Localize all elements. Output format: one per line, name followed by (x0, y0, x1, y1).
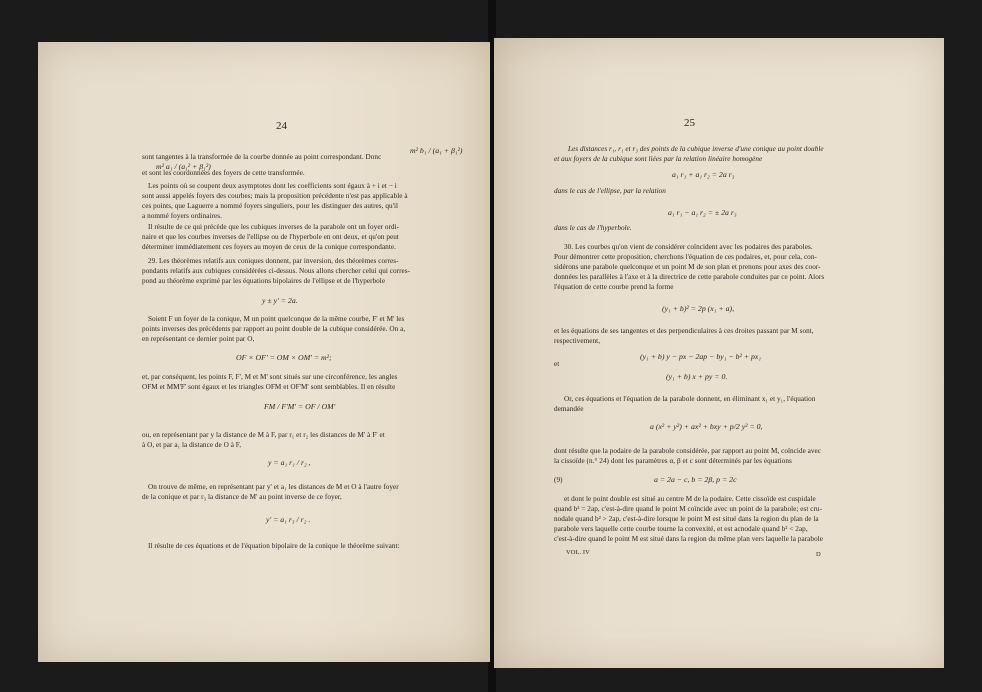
text-line: sont aussi appelés foyers des courbes; mais la proposition précédente n'est pas applicable à (142, 192, 408, 200)
equation: OF × OF' = OM × OM' = m²; (236, 353, 332, 362)
text-line: et dont le point double est situé au centre M de la podaire. Cette cissoïde est cuspidale (564, 495, 816, 503)
text-line: l'équation de cette courbe prend la forme (554, 283, 674, 291)
text-line: et, par conséquent, les points F, F', M et M' sont situés sur une circonférence, les angles (142, 373, 398, 381)
text-line: c'est-à-dire quand le point M est situé dans la region du même plan vers laquelle la parabole (554, 535, 823, 543)
text-line: ou, en représentant par y la distance de M à F, par r₁ et r₂ les distances de M' à F' et (142, 431, 385, 439)
text-line: la cissoïde (n.° 24) dont les paramètres α, β et c sont déterminés par les équations (554, 457, 792, 465)
text-line: Soient F un foyer de la conique, M un point quelconque de la même courbe, F' et M' les (148, 315, 405, 323)
equation: y ± y' = 2a. (262, 296, 298, 305)
text-line: Or, ces équations et l'équation de la parabole donnent, en éliminant x₁ et y₁, l'équation (564, 395, 816, 403)
text-line: et aux foyers de la cubique sont liées par la relation linéaire homogène (554, 155, 763, 163)
equation: (y₁ + b) x + py = 0. (666, 372, 728, 381)
signature-mark: D (816, 551, 821, 558)
equation: y' = a₁ r₃ / r₂ . (266, 515, 311, 524)
text-line: sidérons une parabole quelconque et un point M de son plan et prenons pour axes des coor- (554, 263, 821, 271)
text-line: de la conique et par r₃ la distance de M' au point inverse de ce foyer, (142, 493, 342, 501)
text-line: Il résulte de ces équations et de l'équation bipolaire de la conique le théorème suivant: (148, 542, 400, 550)
text-line: déterminer immédiatement ces foyers au moyen de ceux de la conique correspondante. (142, 243, 396, 251)
text-line: Les distances r₁, r₁ et r₃ des points de la cubique inverse d'une conique au point double (568, 145, 824, 153)
text-line: Il résulte de ce qui précède que les cubiques inverses de la parabole ont un foyer ordi- (148, 223, 400, 231)
text-line: On trouve de même, en représentant par y' et a₁ les distances de M et O à l'autre foyer (148, 483, 399, 491)
text-line: quand b² = 2ap, c'est-à-dire quand le point M coïncide avec un point de la parabole; est cru- (554, 505, 823, 513)
text-line: à O, et par a₁ la distance de O à F, (142, 441, 242, 449)
text-line: dans le cas de l'hyperbole. (554, 224, 632, 232)
text-line: points inverses des précédents par rapport au point double de la cubique considérée. On a, (142, 325, 406, 333)
text-line: OFM et MM'F' sont égaux et les triangles OFM et OF'M' sont semblables. Il en résulte (142, 383, 396, 391)
text-line: et (554, 360, 560, 368)
equation: m² a₁ / (a₁² + β₁²) (156, 162, 211, 171)
equation: a₁ r₁ − a₁ r₂ = ± 2a r₃ (668, 208, 737, 217)
text-line: et sont les coordonnées des foyers de cette transformée. (142, 169, 305, 177)
equation: y = a₁ r₁ / r₂ , (268, 458, 311, 467)
page-number: 24 (276, 120, 287, 132)
text-line: naire et que les courbes inverses de l'ellipse ou de l'hyperbole en ont deux, et qu'on peut (142, 233, 399, 241)
left-page (38, 42, 490, 662)
equation: m² b₁ / (a₁ + β₁²) (410, 146, 463, 155)
equation-label: (9) (554, 476, 563, 484)
text-line: Pour démontrer cette proposition, cherchons l'équation de ces podaires, et, pour cela, con- (554, 253, 817, 261)
text-line: dont résulte que la podaire de la parabole considérée, par rapport au point M, coïncide avec (554, 447, 822, 455)
equation: a₁ r₁ + a₁ r₂ = 2a r₃ (672, 170, 735, 179)
text-line: pond au théorème exprimé par les équations bipolaires de l'ellipse et de l'hyperbole (142, 277, 386, 285)
text-line: 30. Les courbes qu'on vient de considérer coïncident avec les podaires des paraboles. (564, 243, 813, 251)
text-line: ces points, que Laguerre a nommé foyers singuliers, pour les distinguer des autres, qu'il (142, 202, 399, 210)
text-line: nodale quand b² > 2ap, c'est-à-dire lorsque le point M est situé dans la region du plan de la (554, 515, 819, 523)
text-line: Les points où se coupent deux asymptotes dont les coefficients sont égaux à + i et − i (148, 182, 397, 190)
equation: (y₁ + b)² = 2p (x₁ + a), (662, 304, 735, 313)
equation: a (x² + y²) + ax² + bxy + p/2 y² = 0, (650, 422, 763, 431)
text-line: 29. Les théorèmes relatifs aux coniques donnent, par inversion, des théorèmes corres- (148, 257, 399, 265)
text-line: pondants relatifs aux cubiques considérées ci-dessus. Nous allons chercher celui qui corres- (142, 267, 411, 275)
text-line: et les équations de ses tangentes et des perpendiculaires à ces droites passant par M sont, (554, 327, 814, 335)
equation: a = 2a − c, b = 2β, p = 2c (654, 475, 737, 484)
text-line: sont tangentes à la transformée de la courbe donnée au point correspondant. Donc (142, 153, 382, 161)
text-line: demandée (554, 405, 584, 413)
text-line: données les parallèles à l'axe et à la directrice de cette parabole conduites par ce point. Alors (554, 273, 825, 281)
page-number: 25 (684, 117, 695, 129)
text-line: en représentant ce dernier point par O, (142, 335, 255, 343)
text-line: dans le cas de l'ellipse, par la relation (554, 187, 666, 195)
equation: (y₁ + b) y − px − 2ap − by₁ − b² + px₁ (640, 352, 762, 361)
right-page (494, 38, 944, 668)
equation: FM / F'M' = OF / OM' (264, 402, 336, 411)
text-line: respectivement, (554, 337, 601, 345)
text-line: a nommé foyers ordinaires. (142, 212, 222, 220)
text-line: parabole vers laquelle cette courbe tourne la convexité, et est acnodale quand b² < 2ap, (554, 525, 808, 533)
volume-mark: VOL. IV (566, 549, 590, 556)
